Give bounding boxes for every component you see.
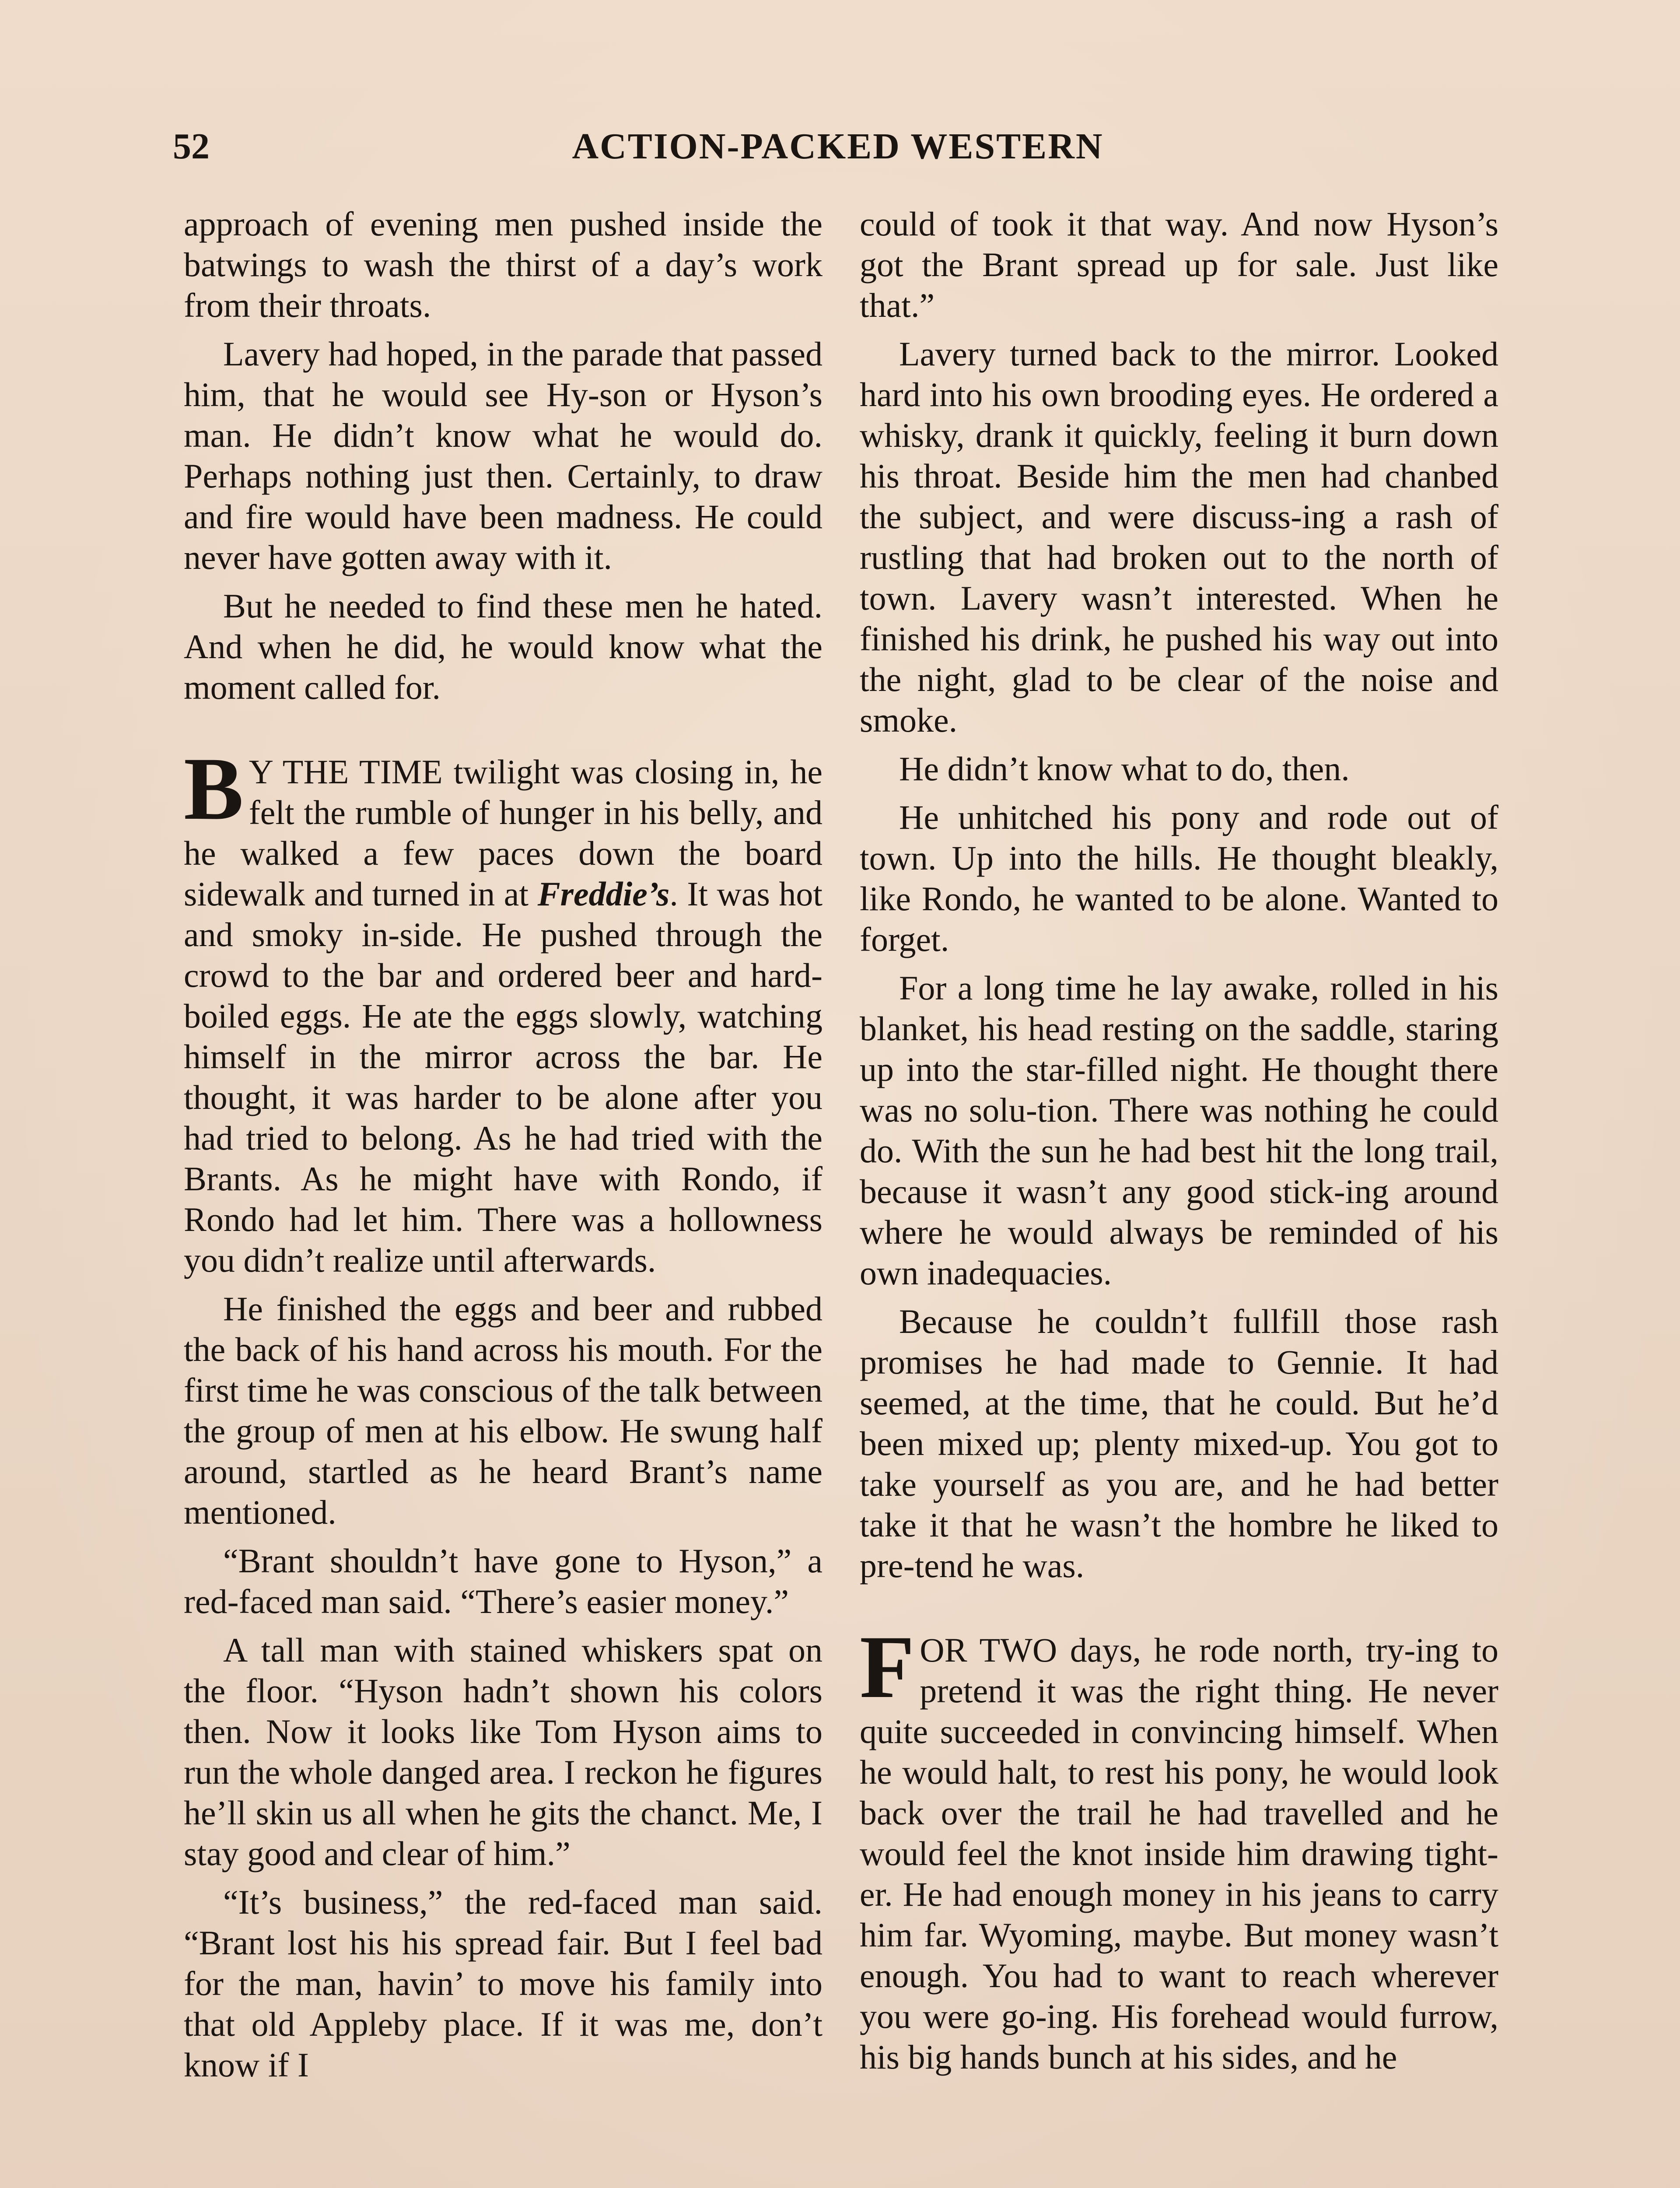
paragraph: For a long time he lay awake, rolled in his blanket, his head resting on the saddle, staring up into the star-filled night. He thought there was no solu-tion. There was nothing he could do. With the sun he had best hit the long trail, because it wasn’t any good stick-ing around where he would always be reminded of his own inadequacies. <box>860 969 1498 1292</box>
running-title: ACTION-PACKED WESTERN <box>572 126 1104 167</box>
paragraph: could of took it that way. And now Hyson’s got the Brant spread up for sale. Just like that.” <box>860 205 1498 324</box>
section-start-paragraph <box>184 739 822 1280</box>
paragraph: But he needed to find these men he hated. And when he did, he would know what the moment called for. <box>184 587 822 706</box>
paragraph: Lavery turned back to the mirror. Looked hard into his own brooding eyes. He ordered a whisky, drank it quickly, feeling it burn down his throat. Beside him the men had chanbed the subject, and were discuss-ing a rash of rustling that had broken out to the north of town. Lavery wasn’t interested. When he finished his drink, he pushed his way out into the night, glad to be clear of the noise and smoke. <box>860 335 1498 739</box>
right-text-column <box>860 203 1498 2085</box>
section-lead-in: Y THE TIME <box>248 753 443 791</box>
paragraph: He unhitched his pony and rode out of town. Up into the hills. He thought bleakly, like Rondo, he wanted to be alone. Wanted to forget. <box>860 798 1498 958</box>
paragraph-text: days, he rode north, try-ing to pretend it was the right thing. He never quite succeeded in convincing himself. When he would halt, to rest his pony, he would look back over the trail he had travelled and he would feel the knot inside him drawing tight-er. He had enough money in his jeans to carry him far. Wyoming, maybe. But money wasn’t enough. You had to want to reach wherever you were go-ing. His forehead would furrow, his big hands bunch at his sides, and he <box>860 1631 1498 2076</box>
paragraph: approach of evening men pushed inside the batwings to wash the thirst of a day’s work from their throats. <box>184 205 822 324</box>
paragraph: Lavery had hoped, in the parade that passed him, that he would see Hy-son or Hyson’s man. He didn’t know what he would do. Perhaps nothing just then. Certainly, to draw and fire would have been madness. He could never have gotten away with it. <box>184 335 822 576</box>
store-name: Freddie’s <box>537 875 670 913</box>
page-header <box>173 118 1503 175</box>
page-number: 52 <box>173 126 210 167</box>
left-text-column <box>184 203 822 2093</box>
section-lead-in: OR TWO <box>920 1631 1057 1669</box>
paragraph: A tall man with stained whiskers spat on the floor. “Hyson hadn’t shown his colors then. Now it looks like Tom Hyson aims to run the whole danged area. I reckon he figures he’ll skin us all when he gits the chanct. Me, I stay good and clear of him.” <box>184 1631 822 1872</box>
paragraph: He didn’t know what to do, then. <box>899 750 1350 788</box>
paragraph: “Brant shouldn’t have gone to Hyson,” a red-faced man said. “There’s easier money.” <box>184 1542 822 1620</box>
drop-cap: B <box>184 739 244 838</box>
section-start-paragraph <box>860 1617 1498 2077</box>
paragraph-text: . It was hot and smoky in-side. He pushed through the crowd to the bar and ordered beer and hard-boiled eggs. He ate the eggs slowly, watching himself in the mirror across the bar. He thought, it was harder to be alone after you had tried to belong. As he had tried with the Brants. As he might have with Rondo, if Rondo had let him. There was a hollowness you didn’t realize until afterwards. <box>184 875 822 1279</box>
paragraph: “It’s business,” the red-faced man said. “Brant lost his his spread fair. But I feel bad for the man, havin’ to move his family into that old Appleby place. If it was me, don’t know if I <box>184 1883 822 2084</box>
paragraph: Because he couldn’t fullfill those rash promises he had made to Gennie. It had seemed, at the time, that he could. But he’d been mixed up; plenty mixed-up. You got to take yourself as you are, and he had better take it that he wasn’t the hombre he liked to pre-tend he was. <box>860 1302 1498 1585</box>
paragraph: He finished the eggs and beer and rubbed the back of his hand across his mouth. For the first time he was conscious of the talk between the group of men at his elbow. He swung half around, startled as he heard Brant’s name mentioned. <box>184 1290 822 1531</box>
drop-cap: F <box>860 1617 915 1717</box>
paragraph-text: twilight was closing in, he felt the rumble of hunger in his belly, and he walked a few paces down the board sidewalk and turned in at <box>184 753 822 913</box>
